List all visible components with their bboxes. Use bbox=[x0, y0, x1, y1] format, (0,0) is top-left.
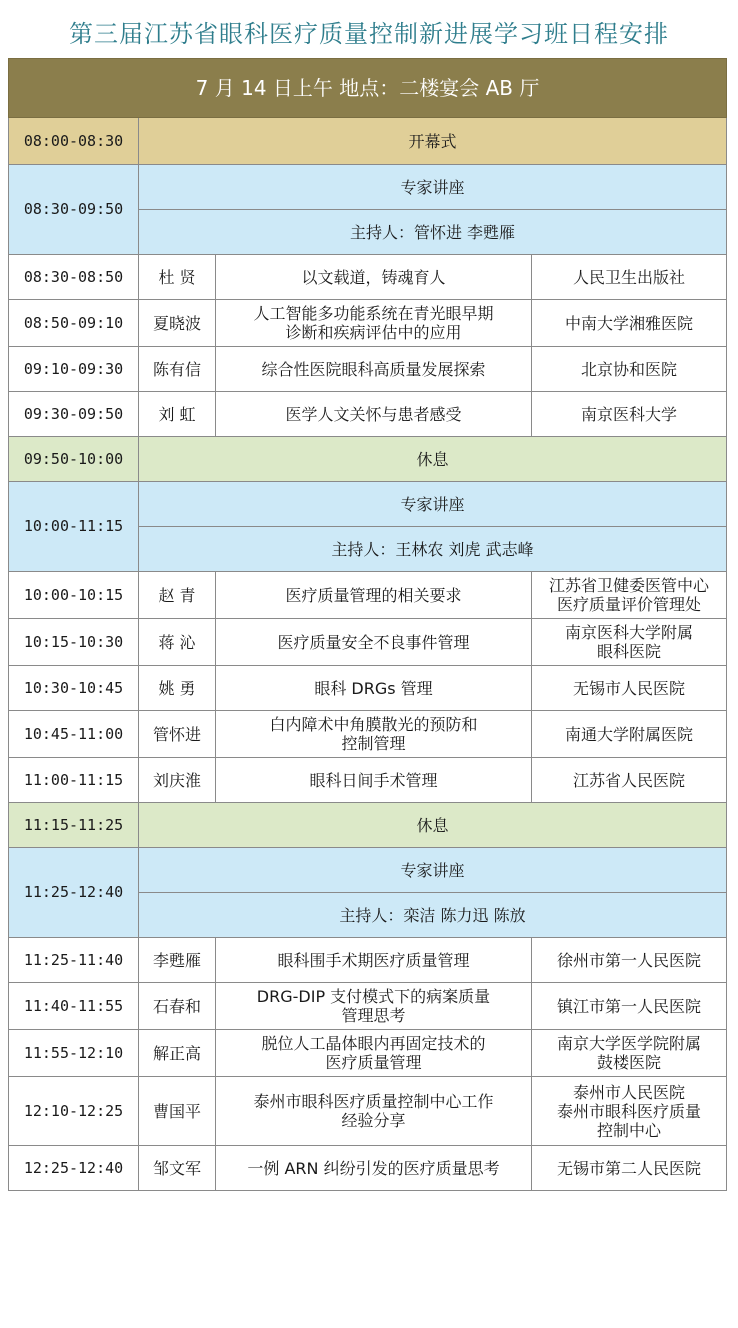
schedule-table bbox=[8, 58, 727, 1191]
session-host: 主持人：栾洁 陈力迅 陈放 bbox=[139, 893, 727, 938]
talk-time: 11:25-11:40 bbox=[9, 938, 139, 983]
talk-speaker: 蒋 沁 bbox=[139, 619, 216, 666]
talk-row bbox=[9, 938, 727, 983]
talk-topic-line: 白内障术中角膜散光的预防和 bbox=[269, 715, 478, 734]
talk-org-line: 南京大学医学院附属 bbox=[557, 1034, 702, 1053]
talk-org: 中南大学湘雅医院 bbox=[532, 300, 727, 347]
talk-topic-line: 控制管理 bbox=[341, 734, 406, 753]
talk-speaker: 赵 青 bbox=[139, 572, 216, 619]
talk-speaker: 姚 勇 bbox=[139, 666, 216, 711]
talk-topic-line: 管理思考 bbox=[341, 1006, 406, 1025]
talk-topic bbox=[216, 983, 532, 1030]
talk-org-line: 眼科医院 bbox=[597, 642, 662, 661]
session-title-row bbox=[9, 848, 727, 893]
talk-speaker: 李甦雁 bbox=[139, 938, 216, 983]
break-time: 09:50-10:00 bbox=[9, 437, 139, 482]
talk-row bbox=[9, 758, 727, 803]
talk-time: 10:15-10:30 bbox=[9, 619, 139, 666]
session-title: 专家讲座 bbox=[139, 482, 727, 527]
talk-time: 08:30-08:50 bbox=[9, 255, 139, 300]
talk-row bbox=[9, 572, 727, 619]
talk-topic-line: 经验分享 bbox=[341, 1111, 406, 1130]
talk-topic-line: DRG-DIP 支付模式下的病案质量 bbox=[256, 987, 491, 1006]
talk-time: 10:30-10:45 bbox=[9, 666, 139, 711]
talk-row bbox=[9, 983, 727, 1030]
break-label: 休息 bbox=[139, 437, 727, 482]
talk-row bbox=[9, 711, 727, 758]
page-title: 第三届江苏省眼科医疗质量控制新进展学习班日程安排 bbox=[69, 20, 669, 48]
talk-org: 南通大学附属医院 bbox=[532, 711, 727, 758]
talk-topic: 综合性医院眼科高质量发展探索 bbox=[216, 347, 532, 392]
break-time: 11:15-11:25 bbox=[9, 803, 139, 848]
session-title-row bbox=[9, 482, 727, 527]
talk-time: 11:55-12:10 bbox=[9, 1030, 139, 1077]
talk-org: 无锡市第二人民医院 bbox=[532, 1146, 727, 1191]
break-label: 休息 bbox=[139, 803, 727, 848]
talk-row bbox=[9, 1077, 727, 1146]
opening-row bbox=[9, 118, 727, 165]
talk-row bbox=[9, 1030, 727, 1077]
talk-org-line: 医疗质量评价管理处 bbox=[557, 595, 702, 614]
talk-row bbox=[9, 1146, 727, 1191]
talk-org bbox=[532, 1030, 727, 1077]
talk-topic: 眼科围手术期医疗质量管理 bbox=[216, 938, 532, 983]
talk-speaker: 邹文军 bbox=[139, 1146, 216, 1191]
talk-row bbox=[9, 619, 727, 666]
talk-speaker: 夏晓波 bbox=[139, 300, 216, 347]
break-row bbox=[9, 437, 727, 482]
talk-topic: 眼科日间手术管理 bbox=[216, 758, 532, 803]
talk-speaker: 解正高 bbox=[139, 1030, 216, 1077]
talk-org: 江苏省人民医院 bbox=[532, 758, 727, 803]
talk-row bbox=[9, 666, 727, 711]
talk-topic: 医学人文关怀与患者感受 bbox=[216, 392, 532, 437]
session-title-row bbox=[9, 165, 727, 210]
talk-topic-line: 脱位人工晶体眼内再固定技术的 bbox=[261, 1034, 486, 1053]
talk-topic bbox=[216, 300, 532, 347]
talk-org: 人民卫生出版社 bbox=[532, 255, 727, 300]
talk-topic-line: 诊断和疾病评估中的应用 bbox=[285, 323, 462, 342]
talk-org-line: 南京医科大学附属 bbox=[565, 623, 694, 642]
talk-org: 北京协和医院 bbox=[532, 347, 727, 392]
talk-speaker: 刘 虹 bbox=[139, 392, 216, 437]
talk-topic: 一例 ARN 纠纷引发的医疗质量思考 bbox=[216, 1146, 532, 1191]
talk-time: 12:25-12:40 bbox=[9, 1146, 139, 1191]
talk-org: 徐州市第一人民医院 bbox=[532, 938, 727, 983]
opening-time: 08:00-08:30 bbox=[9, 118, 139, 165]
talk-topic: 以文载道，铸魂育人 bbox=[216, 255, 532, 300]
talk-time: 11:00-11:15 bbox=[9, 758, 139, 803]
talk-topic-line: 泰州市眼科医疗质量控制中心工作 bbox=[253, 1092, 494, 1111]
talk-time: 10:00-10:15 bbox=[9, 572, 139, 619]
talk-time: 11:40-11:55 bbox=[9, 983, 139, 1030]
talk-speaker: 石春和 bbox=[139, 983, 216, 1030]
talk-org bbox=[532, 619, 727, 666]
talk-speaker: 曹国平 bbox=[139, 1077, 216, 1146]
talk-org: 南京医科大学 bbox=[532, 392, 727, 437]
talk-row bbox=[9, 255, 727, 300]
talk-row bbox=[9, 300, 727, 347]
talk-time: 09:30-09:50 bbox=[9, 392, 139, 437]
talk-time: 12:10-12:25 bbox=[9, 1077, 139, 1146]
session-host: 主持人：管怀进 李甦雁 bbox=[139, 210, 727, 255]
talk-topic bbox=[216, 1030, 532, 1077]
session-time: 08:30-09:50 bbox=[9, 165, 139, 255]
talk-org-line: 控制中心 bbox=[597, 1120, 662, 1140]
talk-org bbox=[532, 572, 727, 619]
talk-topic: 眼科 DRGs 管理 bbox=[216, 666, 532, 711]
talk-speaker: 陈有信 bbox=[139, 347, 216, 392]
talk-org: 镇江市第一人民医院 bbox=[532, 983, 727, 1030]
talk-topic: 医疗质量安全不良事件管理 bbox=[216, 619, 532, 666]
talk-org-line: 泰州市人民医院 bbox=[573, 1082, 686, 1102]
schedule-header: 7 月 14 日上午 地点：二楼宴会 AB 厅 bbox=[9, 59, 727, 118]
schedule-header-row bbox=[9, 59, 727, 118]
session-time: 11:25-12:40 bbox=[9, 848, 139, 938]
session-title: 专家讲座 bbox=[139, 848, 727, 893]
talk-speaker: 杜 贤 bbox=[139, 255, 216, 300]
talk-org-line: 江苏省卫健委医管中心 bbox=[549, 576, 710, 595]
talk-topic: 医疗质量管理的相关要求 bbox=[216, 572, 532, 619]
talk-topic-line: 人工智能多功能系统在青光眼早期 bbox=[253, 304, 494, 323]
talk-time: 08:50-09:10 bbox=[9, 300, 139, 347]
talk-row bbox=[9, 392, 727, 437]
talk-org-line: 鼓楼医院 bbox=[597, 1053, 662, 1072]
session-time: 10:00-11:15 bbox=[9, 482, 139, 572]
talk-topic bbox=[216, 1077, 532, 1146]
talk-time: 10:45-11:00 bbox=[9, 711, 139, 758]
talk-org bbox=[532, 1077, 727, 1146]
talk-row bbox=[9, 347, 727, 392]
talk-org: 无锡市人民医院 bbox=[532, 666, 727, 711]
talk-org-line: 泰州市眼科医疗质量 bbox=[557, 1101, 702, 1121]
talk-speaker: 刘庆淮 bbox=[139, 758, 216, 803]
session-host: 主持人：王林农 刘虎 武志峰 bbox=[139, 527, 727, 572]
talk-topic bbox=[216, 711, 532, 758]
talk-speaker: 管怀进 bbox=[139, 711, 216, 758]
break-row bbox=[9, 803, 727, 848]
session-title: 专家讲座 bbox=[139, 165, 727, 210]
talk-time: 09:10-09:30 bbox=[9, 347, 139, 392]
opening-label: 开幕式 bbox=[139, 118, 727, 165]
talk-topic-line: 医疗质量管理 bbox=[325, 1053, 422, 1072]
